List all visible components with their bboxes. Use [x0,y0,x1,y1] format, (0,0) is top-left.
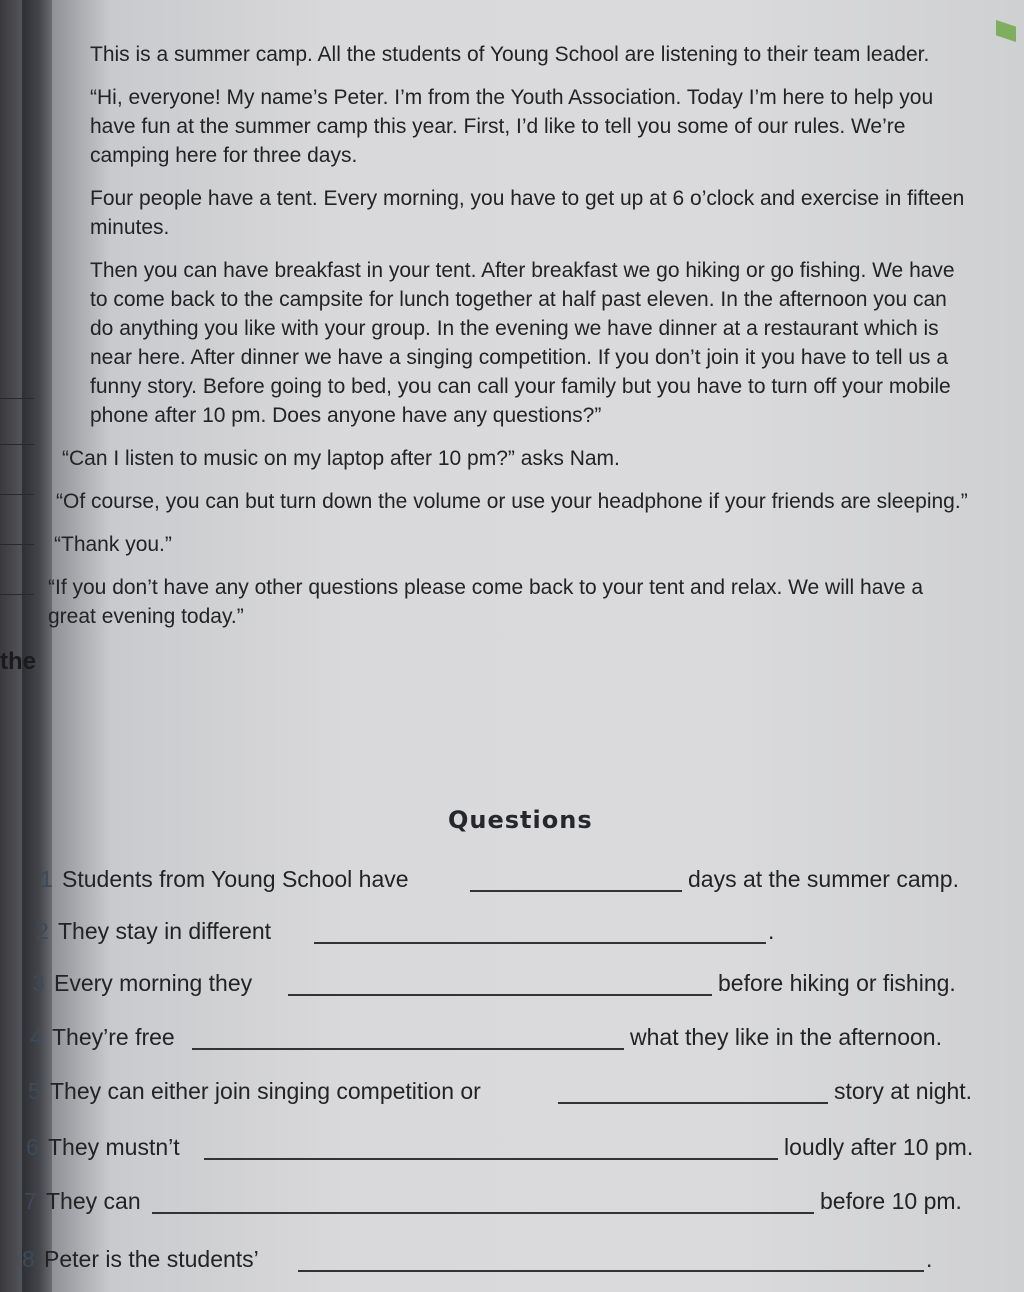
question-item [40,866,990,906]
question-item [32,970,982,1010]
question-text-end: days at the summer camp. [688,866,959,892]
question-text-end: what they like in the afternoon. [630,1024,942,1050]
question-item [36,918,986,958]
margin-line [0,494,34,495]
margin-line [0,444,34,445]
question-number: 1 [40,866,53,892]
margin-line [0,398,34,399]
answer-blank[interactable] [192,1048,624,1050]
passage-paragraph: Then you can have breakfast in your tent. After breakfast we go hiking or go fishing. We have to come back to the campsite for lunch together at half past eleven. In the afternoon you can do anything you like with your group. In the evening we have dinner at a restaurant which is near here. After dinner we have a singing competition. If you don’t join it you have to tell us a funny story. Before going to bed, you can call your family but you have to turn off your mobile phone after 10 pm. Does anyone have any questions?” [90,259,955,427]
margin-line [0,544,34,545]
answer-blank[interactable] [470,890,682,892]
question-text: They stay in different [58,918,272,944]
passage-paragraph: “Hi, everyone! My name’s Peter. I’m from the Youth Association. Today I’m here to help you have fun at the summer camp this year. First, I’d like to tell you some of our rules. We’re camping here for three days. [90,86,934,167]
passage-paragraph: “Of course, you can but turn down the volume or use your headphone if your friends are sleeping.” [56,490,968,513]
question-text: Every morning they [54,970,253,996]
answer-blank[interactable] [152,1212,814,1214]
question-text-end: before 10 pm. [820,1188,962,1214]
passage-paragraph: Four people have a tent. Every morning, you have to get up at 6 o’clock and exercise in fifteen minutes. [90,187,965,239]
question-number: 3 [32,970,45,996]
question-text-end: . [926,1246,933,1272]
question-text: They’re free [52,1024,175,1050]
question-number: 5 [28,1078,41,1104]
margin-line [0,594,34,595]
margin-word: the [0,648,36,675]
answer-blank[interactable] [298,1270,924,1272]
question-number: 2 [36,918,49,944]
passage-paragraph: “Thank you.” [54,533,172,556]
passage-paragraph: “If you don’t have any other questions please come back to your tent and relax. We will have a great evening today.” [48,576,924,628]
question-text-end: before hiking or fishing. [718,970,956,996]
question-text: Peter is the students’ [44,1246,259,1272]
question-number: 7 [24,1188,37,1214]
answer-blank[interactable] [558,1102,828,1104]
question-item [28,1078,978,1118]
answer-blank[interactable] [204,1158,778,1160]
question-number: 4 [30,1024,43,1050]
questions-heading: Questions [448,806,593,834]
passage-intro: This is a summer camp. All the students of Young School are listening to their team leader. [90,43,930,66]
question-item [26,1134,976,1174]
question-text: They can either join singing competition or [50,1078,481,1104]
reading-passage [48,40,970,645]
question-text-end: loudly after 10 pm. [784,1134,974,1160]
question-number: 6 [26,1134,39,1160]
question-item [24,1188,974,1228]
question-item [30,1024,980,1064]
answer-blank[interactable] [314,942,766,944]
passage-paragraph: “Can I listen to music on my laptop after 10 pm?” asks Nam. [62,447,620,470]
question-item [22,1246,972,1286]
question-text-end: story at night. [834,1078,973,1104]
question-text: They mustn’t [48,1134,180,1160]
question-text-end: . [768,918,775,944]
question-number: 8 [22,1246,35,1272]
answer-blank[interactable] [288,994,712,996]
question-text: They can [46,1188,141,1214]
question-text: Students from Young School have [62,866,409,892]
